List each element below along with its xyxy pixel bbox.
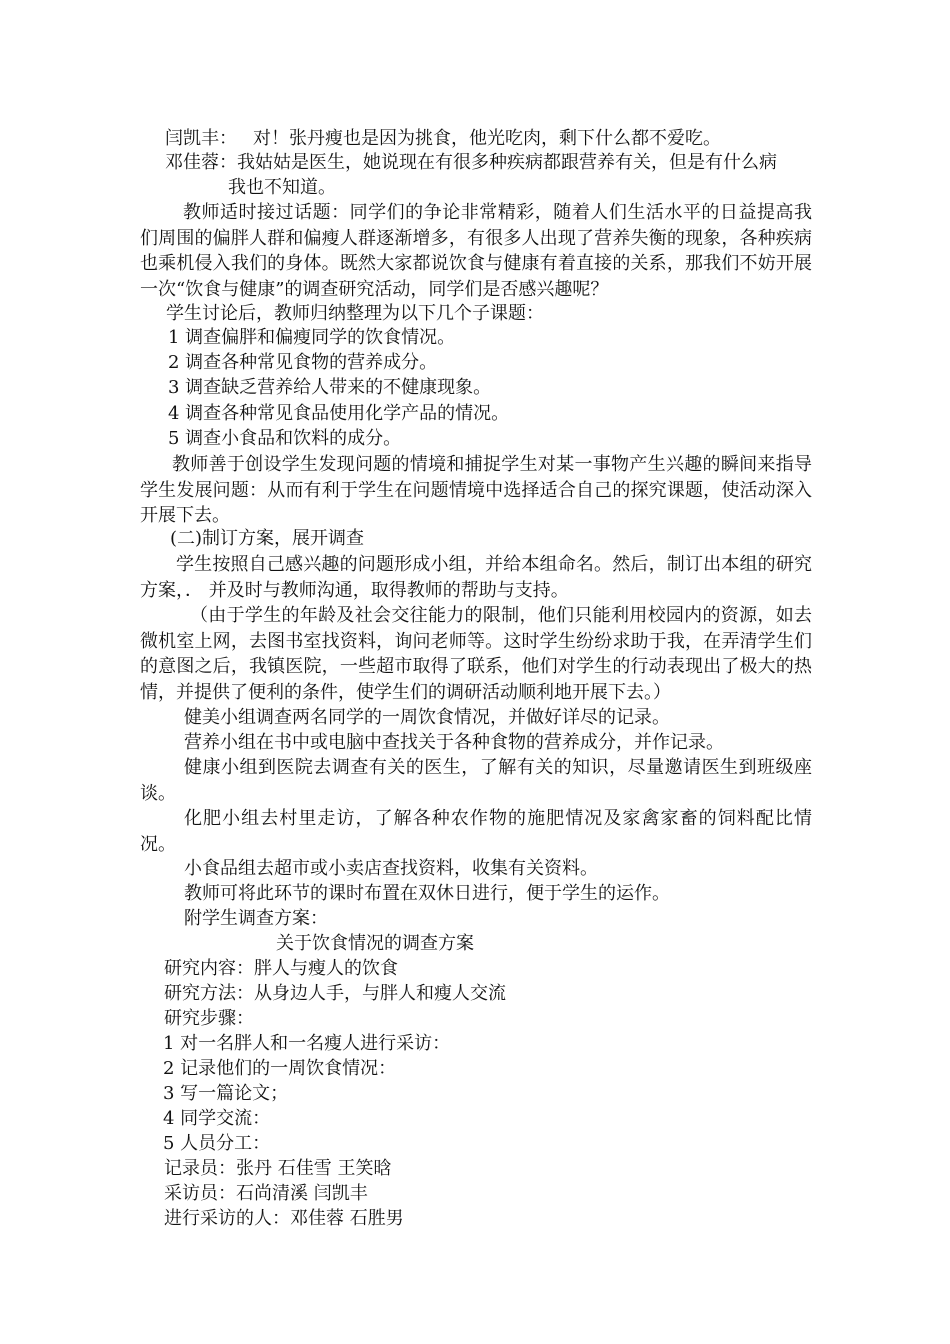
group-fitness: 健美小组调查两名同学的一周饮食情况，并做好详尽的记录。	[184, 707, 670, 728]
appendix-label: 附学生调查方案：	[184, 908, 328, 929]
group-health: 健康小组到医院去调查有关的医生，了解有关的知识，尽量邀请医生到班级座谈。	[140, 757, 812, 804]
plan-role: 采访员：石尚清溪 闫凯丰	[164, 1183, 368, 1204]
plan-step: 4 同学交流：	[163, 1108, 271, 1129]
plan-step: 5 人员分工：	[163, 1133, 271, 1154]
subtopic-item: 1 调查偏胖和偏瘦同学的饮食情况。	[168, 327, 456, 348]
plan-step: 1 对一名胖人和一名瘦人进行采访：	[163, 1033, 451, 1054]
teacher-good-paragraph: 教师善于创设学生发现问题的情境和捕捉学生对某一事物产生兴趣的瞬间来指导学生发展问题：从而有利于学生在问题情境中选择适合自己的探究课题，使活动深入开展下去。	[140, 454, 812, 526]
plan-content: 研究内容：胖人与瘦人的饮食	[164, 958, 398, 979]
summary-intro: 学生讨论后，教师归纳整理为以下几个子课题：	[166, 303, 544, 324]
dialogue-text: 对！张丹瘦也是因为挑食，他光吃肉，剩下什么都不爱吃。	[253, 128, 721, 149]
groups-form-paragraph: 学生按照自己感兴趣的问题形成小组，并给本组命名。然后，制订出本组的研究方案，． 并及时与教师沟通，取得教师的帮助与支持。	[140, 554, 812, 601]
subtopic-item: 3 调查缺乏营养给人带来的不健康现象。	[168, 377, 492, 398]
teacher-schedule: 教师可将此环节的课时布置在双休日进行，便于学生的运作。	[184, 883, 670, 904]
subtopic-item: 2 调查各种常见食物的营养成分。	[168, 352, 438, 373]
note-paragraph: （由于学生的年龄及社会交往能力的限制，他们只能利用校园内的资源，如去微机室上网，去图书室找资料，询问老师等。这时学生纷纷求助于我，在弄清学生们的意图之后，我镇医院，一些超市取得了联系，他们对学生的行动表现出了极大的热情，并提供了便利的条件，使学生们的调研活动顺利地开展下去。）	[140, 605, 812, 703]
plan-step: 3 写一篇论文；	[163, 1083, 289, 1104]
plan-method: 研究方法：从身边人手，与胖人和瘦人交流	[164, 983, 506, 1004]
subtopic-item: 5 调查小食品和饮料的成分。	[168, 428, 402, 449]
group-snack: 小食品组去超市或小卖店查找资料，收集有关资料。	[184, 858, 598, 879]
dialogue-line-2	[165, 151, 777, 175]
plan-step: 2 记录他们的一周饮食情况：	[163, 1058, 397, 1079]
group-nutrition: 营养小组在书中或电脑中查找关于各种食物的营养成分，并作记录。	[184, 732, 724, 753]
plan-role: 进行采访的人：邓佳蓉 石胜男	[164, 1208, 404, 1229]
group-fertilizer: 化肥小组去村里走访，了解各种农作物的施肥情况及家禽家畜的饲料配比情况。	[140, 808, 812, 855]
speaker-name: 闫凯丰：	[165, 128, 237, 149]
speaker-name: 邓佳蓉：	[165, 152, 237, 173]
section-heading: (二)制订方案，展开调查	[170, 528, 365, 549]
plan-steps-label: 研究步骤：	[164, 1008, 254, 1029]
plan-role: 记录员：张丹 石佳雪 王笑晗	[164, 1158, 392, 1179]
dialogue-continuation: 我也不知道。	[228, 177, 336, 198]
subtopic-item: 4 调查各种常见食品使用化学产品的情况。	[168, 403, 510, 424]
dialogue-line-1	[165, 127, 721, 151]
teacher-intro-paragraph: 教师适时接过话题：同学们的争论非常精彩，随着人们生活水平的日益提高我们周围的偏胖人群和偏瘦人群逐渐增多，有很多人出现了营养失衡的现象，各种疾病也乘机侵入我们的身体。既然大家都说饮食与健康有着直接的关系，那我们不妨开展一次“饮食与健康”的调查研究活动，同学们是否感兴趣呢？	[140, 202, 812, 300]
plan-title: 关于饮食情况的调查方案	[276, 933, 474, 954]
dialogue-text: 我姑姑是医生，她说现在有很多种疾病都跟营养有关，但是有什么病	[237, 152, 777, 173]
